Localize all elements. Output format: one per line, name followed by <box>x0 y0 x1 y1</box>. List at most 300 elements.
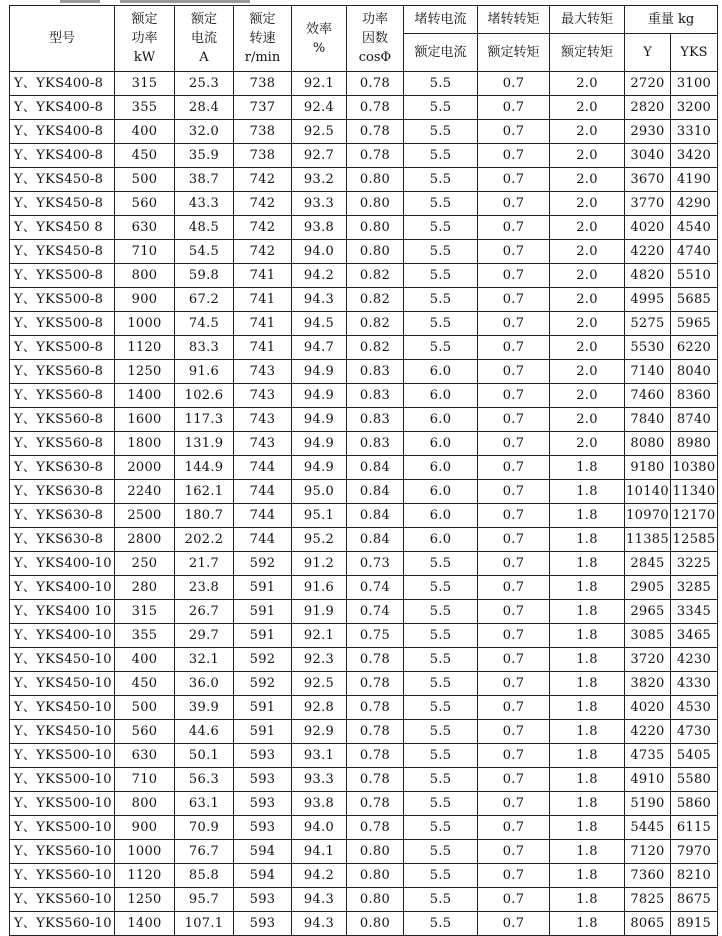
cell-power-factor: 0.82 <box>347 288 404 312</box>
cell-efficiency: 93.2 <box>292 168 347 192</box>
table-row <box>10 168 718 192</box>
header-power-factor: 功率 因数 cosΦ <box>347 6 404 72</box>
cell-power-factor: 0.75 <box>347 624 404 648</box>
cell-locked-torque-ratio: 0.7 <box>478 696 550 720</box>
cell-power-factor: 0.84 <box>347 528 404 552</box>
cell-rated-speed: 743 <box>234 408 292 432</box>
cell-locked-torque-ratio: 0.7 <box>478 624 550 648</box>
cell-locked-current-ratio: 6.0 <box>404 384 478 408</box>
cell-rated-current: 83.3 <box>175 336 234 360</box>
cell-model: Y、YKS450 8 <box>10 216 115 240</box>
cell-rated-current: 38.7 <box>175 168 234 192</box>
cell-model: Y、YKS560-8 <box>10 408 115 432</box>
cell-rated-speed: 743 <box>234 360 292 384</box>
cell-rated-power: 1120 <box>115 864 175 888</box>
cell-locked-current-ratio: 5.5 <box>404 816 478 840</box>
cell-locked-current-ratio: 5.5 <box>404 120 478 144</box>
cell-rated-speed: 741 <box>234 288 292 312</box>
cell-weight-yks: 4730 <box>671 720 718 744</box>
cell-max-torque-ratio: 2.0 <box>550 96 625 120</box>
cell-max-torque-ratio: 1.8 <box>550 744 625 768</box>
table-row <box>10 864 718 888</box>
cell-weight-yks: 4540 <box>671 216 718 240</box>
cell-rated-speed: 592 <box>234 648 292 672</box>
cell-weight-y: 10140 <box>625 480 671 504</box>
cell-rated-current: 117.3 <box>175 408 234 432</box>
cell-rated-power: 1400 <box>115 384 175 408</box>
cell-locked-current-ratio: 5.5 <box>404 744 478 768</box>
cell-locked-torque-ratio: 0.7 <box>478 360 550 384</box>
cell-model: Y、YKS450-10 <box>10 672 115 696</box>
cell-rated-power: 1800 <box>115 432 175 456</box>
cell-rated-speed: 738 <box>234 120 292 144</box>
cell-max-torque-ratio: 2.0 <box>550 288 625 312</box>
cell-locked-torque-ratio: 0.7 <box>478 480 550 504</box>
cell-locked-torque-ratio: 0.7 <box>478 240 550 264</box>
cell-efficiency: 94.2 <box>292 864 347 888</box>
cell-rated-power: 250 <box>115 552 175 576</box>
table-body <box>10 72 718 936</box>
table-row <box>10 96 718 120</box>
cell-locked-current-ratio: 5.5 <box>404 72 478 96</box>
cell-rated-power: 1120 <box>115 336 175 360</box>
cell-efficiency: 91.2 <box>292 552 347 576</box>
cell-weight-y: 2820 <box>625 96 671 120</box>
cell-rated-speed: 592 <box>234 672 292 696</box>
cell-rated-speed: 592 <box>234 552 292 576</box>
cell-locked-torque-ratio: 0.7 <box>478 768 550 792</box>
cell-weight-y: 5530 <box>625 336 671 360</box>
cell-model: Y、YKS450-10 <box>10 720 115 744</box>
cell-rated-power: 710 <box>115 768 175 792</box>
table-row <box>10 504 718 528</box>
cell-max-torque-ratio: 1.8 <box>550 792 625 816</box>
cell-rated-current: 48.5 <box>175 216 234 240</box>
table-row <box>10 840 718 864</box>
cell-model: Y、YKS400-10 <box>10 552 115 576</box>
cell-rated-power: 450 <box>115 144 175 168</box>
cell-rated-current: 74.5 <box>175 312 234 336</box>
cell-rated-power: 630 <box>115 744 175 768</box>
cell-weight-y: 4995 <box>625 288 671 312</box>
cell-locked-torque-ratio: 0.7 <box>478 120 550 144</box>
table-row <box>10 312 718 336</box>
cell-rated-current: 32.0 <box>175 120 234 144</box>
cell-weight-yks: 5405 <box>671 744 718 768</box>
cell-locked-torque-ratio: 0.7 <box>478 504 550 528</box>
cell-locked-current-ratio: 6.0 <box>404 432 478 456</box>
table-row <box>10 600 718 624</box>
cell-rated-power: 800 <box>115 264 175 288</box>
cell-rated-power: 355 <box>115 624 175 648</box>
cell-max-torque-ratio: 1.8 <box>550 768 625 792</box>
cell-locked-current-ratio: 5.5 <box>404 672 478 696</box>
table-row <box>10 432 718 456</box>
cell-max-torque-ratio: 1.8 <box>550 504 625 528</box>
cell-rated-current: 36.0 <box>175 672 234 696</box>
cell-model: Y、YKS630-8 <box>10 504 115 528</box>
cell-locked-torque-ratio: 0.7 <box>478 792 550 816</box>
cell-rated-power: 450 <box>115 672 175 696</box>
cell-power-factor: 0.80 <box>347 168 404 192</box>
cell-locked-torque-ratio: 0.7 <box>478 528 550 552</box>
cell-efficiency: 93.1 <box>292 744 347 768</box>
cell-rated-current: 21.7 <box>175 552 234 576</box>
cell-locked-current-ratio: 5.5 <box>404 96 478 120</box>
cell-rated-speed: 741 <box>234 264 292 288</box>
cell-power-factor: 0.78 <box>347 72 404 96</box>
table-row <box>10 912 718 936</box>
cell-rated-power: 355 <box>115 96 175 120</box>
header-rated-current-ratio: 额定电流 <box>404 34 478 72</box>
cell-weight-y: 7360 <box>625 864 671 888</box>
cell-locked-torque-ratio: 0.7 <box>478 816 550 840</box>
cell-locked-current-ratio: 5.5 <box>404 552 478 576</box>
cell-locked-torque-ratio: 0.7 <box>478 672 550 696</box>
cell-locked-torque-ratio: 0.7 <box>478 600 550 624</box>
cell-weight-y: 4820 <box>625 264 671 288</box>
cell-locked-torque-ratio: 0.7 <box>478 216 550 240</box>
cell-locked-torque-ratio: 0.7 <box>478 648 550 672</box>
cell-efficiency: 94.7 <box>292 336 347 360</box>
cell-efficiency: 92.5 <box>292 120 347 144</box>
cropped-text-fragment <box>60 0 100 3</box>
cell-locked-current-ratio: 5.5 <box>404 840 478 864</box>
cell-model: Y、YKS400 10 <box>10 600 115 624</box>
cell-weight-y: 3670 <box>625 168 671 192</box>
cell-efficiency: 94.3 <box>292 888 347 912</box>
cell-max-torque-ratio: 2.0 <box>550 216 625 240</box>
cell-weight-y: 5190 <box>625 792 671 816</box>
cell-weight-yks: 4230 <box>671 648 718 672</box>
cell-weight-y: 3720 <box>625 648 671 672</box>
cell-max-torque-ratio: 1.8 <box>550 552 625 576</box>
cell-rated-speed: 743 <box>234 432 292 456</box>
cell-locked-torque-ratio: 0.7 <box>478 168 550 192</box>
header-rated-speed: 额定 转速 r/min <box>234 6 292 72</box>
cell-rated-speed: 594 <box>234 840 292 864</box>
cell-power-factor: 0.78 <box>347 648 404 672</box>
cell-efficiency: 94.5 <box>292 312 347 336</box>
cell-model: Y、YKS560-10 <box>10 888 115 912</box>
cell-locked-current-ratio: 5.5 <box>404 696 478 720</box>
cell-max-torque-ratio: 2.0 <box>550 192 625 216</box>
cell-efficiency: 94.3 <box>292 912 347 936</box>
cell-rated-power: 500 <box>115 696 175 720</box>
cell-power-factor: 0.83 <box>347 408 404 432</box>
cell-power-factor: 0.84 <box>347 504 404 528</box>
cell-efficiency: 92.5 <box>292 672 347 696</box>
table-row <box>10 120 718 144</box>
cell-rated-speed: 738 <box>234 72 292 96</box>
cell-locked-current-ratio: 5.5 <box>404 288 478 312</box>
header-weight-yks: YKS <box>671 34 718 72</box>
table-row <box>10 576 718 600</box>
cell-rated-power: 1250 <box>115 888 175 912</box>
cell-power-factor: 0.83 <box>347 432 404 456</box>
cell-weight-yks: 3310 <box>671 120 718 144</box>
cell-locked-current-ratio: 6.0 <box>404 456 478 480</box>
cell-locked-torque-ratio: 0.7 <box>478 336 550 360</box>
cell-weight-y: 5275 <box>625 312 671 336</box>
cell-power-factor: 0.83 <box>347 384 404 408</box>
cell-rated-current: 54.5 <box>175 240 234 264</box>
cell-rated-current: 162.1 <box>175 480 234 504</box>
cell-efficiency: 92.9 <box>292 720 347 744</box>
cell-weight-y: 2720 <box>625 72 671 96</box>
header-rated-torque-ratio-max: 额定转矩 <box>550 34 625 72</box>
table-row <box>10 360 718 384</box>
header-model: 型号 <box>10 6 115 72</box>
cell-rated-speed: 591 <box>234 600 292 624</box>
cell-power-factor: 0.78 <box>347 768 404 792</box>
cell-weight-y: 4220 <box>625 240 671 264</box>
cropped-text-fragment <box>120 0 250 3</box>
cell-weight-yks: 12585 <box>671 528 718 552</box>
cell-rated-current: 91.6 <box>175 360 234 384</box>
table-row <box>10 336 718 360</box>
cell-model: Y、YKS500-10 <box>10 792 115 816</box>
cell-weight-y: 3040 <box>625 144 671 168</box>
cell-locked-torque-ratio: 0.7 <box>478 864 550 888</box>
cell-model: Y、YKS500-8 <box>10 312 115 336</box>
cell-max-torque-ratio: 2.0 <box>550 312 625 336</box>
cell-weight-y: 7140 <box>625 360 671 384</box>
cell-max-torque-ratio: 2.0 <box>550 72 625 96</box>
cell-rated-power: 1600 <box>115 408 175 432</box>
cell-efficiency: 93.3 <box>292 192 347 216</box>
cell-rated-current: 59.8 <box>175 264 234 288</box>
cell-locked-current-ratio: 5.5 <box>404 624 478 648</box>
cell-rated-power: 2500 <box>115 504 175 528</box>
cell-power-factor: 0.80 <box>347 240 404 264</box>
cell-max-torque-ratio: 1.8 <box>550 600 625 624</box>
cell-rated-power: 710 <box>115 240 175 264</box>
cell-efficiency: 92.1 <box>292 624 347 648</box>
cell-power-factor: 0.82 <box>347 312 404 336</box>
cell-efficiency: 92.4 <box>292 96 347 120</box>
cell-model: Y、YKS500-8 <box>10 336 115 360</box>
cell-weight-y: 7840 <box>625 408 671 432</box>
cell-rated-speed: 737 <box>234 96 292 120</box>
cell-locked-torque-ratio: 0.7 <box>478 384 550 408</box>
table-row <box>10 696 718 720</box>
cell-rated-current: 26.7 <box>175 600 234 624</box>
cell-rated-current: 28.4 <box>175 96 234 120</box>
table-row <box>10 744 718 768</box>
cell-weight-yks: 5580 <box>671 768 718 792</box>
cell-max-torque-ratio: 1.8 <box>550 888 625 912</box>
cell-rated-speed: 593 <box>234 888 292 912</box>
cell-rated-power: 1400 <box>115 912 175 936</box>
cell-rated-speed: 591 <box>234 576 292 600</box>
cell-power-factor: 0.78 <box>347 696 404 720</box>
cell-rated-speed: 741 <box>234 312 292 336</box>
cell-max-torque-ratio: 1.8 <box>550 864 625 888</box>
cell-max-torque-ratio: 2.0 <box>550 360 625 384</box>
cell-max-torque-ratio: 1.8 <box>550 696 625 720</box>
cell-efficiency: 92.8 <box>292 696 347 720</box>
cell-weight-y: 2845 <box>625 552 671 576</box>
cell-locked-torque-ratio: 0.7 <box>478 840 550 864</box>
cell-rated-power: 500 <box>115 168 175 192</box>
table-row <box>10 816 718 840</box>
cell-power-factor: 0.78 <box>347 816 404 840</box>
cell-rated-power: 280 <box>115 576 175 600</box>
cell-max-torque-ratio: 1.8 <box>550 528 625 552</box>
table-row <box>10 792 718 816</box>
cell-power-factor: 0.78 <box>347 720 404 744</box>
cell-rated-power: 400 <box>115 648 175 672</box>
cell-rated-speed: 594 <box>234 864 292 888</box>
cell-power-factor: 0.74 <box>347 600 404 624</box>
cell-efficiency: 94.9 <box>292 456 347 480</box>
cell-power-factor: 0.83 <box>347 360 404 384</box>
cell-rated-speed: 743 <box>234 384 292 408</box>
cell-locked-torque-ratio: 0.7 <box>478 720 550 744</box>
cell-rated-speed: 742 <box>234 192 292 216</box>
cell-weight-yks: 4530 <box>671 696 718 720</box>
cell-weight-y: 7460 <box>625 384 671 408</box>
header-rated-torque-ratio: 额定转矩 <box>478 34 550 72</box>
cell-power-factor: 0.78 <box>347 792 404 816</box>
motor-spec-table <box>9 5 718 936</box>
cell-power-factor: 0.78 <box>347 672 404 696</box>
table-row <box>10 480 718 504</box>
cell-locked-current-ratio: 5.5 <box>404 792 478 816</box>
cell-weight-y: 4910 <box>625 768 671 792</box>
cell-max-torque-ratio: 1.8 <box>550 912 625 936</box>
cell-efficiency: 95.2 <box>292 528 347 552</box>
cell-model: Y、YKS450-8 <box>10 192 115 216</box>
cell-max-torque-ratio: 2.0 <box>550 432 625 456</box>
cell-weight-yks: 8360 <box>671 384 718 408</box>
cell-rated-speed: 738 <box>234 144 292 168</box>
cell-rated-speed: 744 <box>234 456 292 480</box>
header-weight: 重量 kg <box>625 6 718 34</box>
cell-rated-power: 560 <box>115 192 175 216</box>
cell-efficiency: 92.3 <box>292 648 347 672</box>
cell-rated-current: 202.2 <box>175 528 234 552</box>
cell-weight-y: 9180 <box>625 456 671 480</box>
cell-weight-y: 4735 <box>625 744 671 768</box>
cell-weight-yks: 8980 <box>671 432 718 456</box>
cell-power-factor: 0.84 <box>347 456 404 480</box>
cell-max-torque-ratio: 1.8 <box>550 456 625 480</box>
cell-locked-torque-ratio: 0.7 <box>478 432 550 456</box>
cell-rated-current: 50.1 <box>175 744 234 768</box>
cell-rated-power: 630 <box>115 216 175 240</box>
cell-model: Y、YKS450-8 <box>10 240 115 264</box>
cell-model: Y、YKS500-8 <box>10 288 115 312</box>
cell-efficiency: 94.9 <box>292 432 347 456</box>
cell-weight-yks: 7970 <box>671 840 718 864</box>
cell-model: Y、YKS500-10 <box>10 816 115 840</box>
cell-rated-current: 180.7 <box>175 504 234 528</box>
cell-weight-yks: 8040 <box>671 360 718 384</box>
cell-max-torque-ratio: 2.0 <box>550 264 625 288</box>
cell-weight-yks: 6220 <box>671 336 718 360</box>
cell-weight-yks: 8210 <box>671 864 718 888</box>
cell-weight-yks: 5510 <box>671 264 718 288</box>
cell-rated-speed: 744 <box>234 480 292 504</box>
cell-power-factor: 0.84 <box>347 480 404 504</box>
header-efficiency: 效率 % <box>292 6 347 72</box>
cell-rated-speed: 591 <box>234 624 292 648</box>
cell-locked-current-ratio: 6.0 <box>404 528 478 552</box>
cell-power-factor: 0.82 <box>347 264 404 288</box>
cell-rated-speed: 742 <box>234 216 292 240</box>
cell-weight-yks: 4740 <box>671 240 718 264</box>
cell-max-torque-ratio: 1.8 <box>550 720 625 744</box>
cell-locked-current-ratio: 6.0 <box>404 480 478 504</box>
cell-weight-yks: 8915 <box>671 912 718 936</box>
cell-weight-yks: 3420 <box>671 144 718 168</box>
cell-rated-power: 1000 <box>115 312 175 336</box>
cell-rated-power: 900 <box>115 816 175 840</box>
cell-weight-yks: 3225 <box>671 552 718 576</box>
table-row <box>10 456 718 480</box>
cell-rated-speed: 593 <box>234 816 292 840</box>
cell-model: Y、YKS560-8 <box>10 360 115 384</box>
cell-locked-torque-ratio: 0.7 <box>478 408 550 432</box>
cell-weight-y: 2905 <box>625 576 671 600</box>
cell-max-torque-ratio: 1.8 <box>550 672 625 696</box>
cell-model: Y、YKS450-10 <box>10 648 115 672</box>
cell-locked-torque-ratio: 0.7 <box>478 96 550 120</box>
table-row <box>10 768 718 792</box>
cell-rated-current: 144.9 <box>175 456 234 480</box>
cell-rated-current: 85.8 <box>175 864 234 888</box>
cell-power-factor: 0.80 <box>347 840 404 864</box>
cell-weight-yks: 3345 <box>671 600 718 624</box>
cell-model: Y、YKS560-10 <box>10 840 115 864</box>
cell-model: Y、YKS500-8 <box>10 264 115 288</box>
cell-model: Y、YKS400-8 <box>10 96 115 120</box>
cell-efficiency: 93.3 <box>292 768 347 792</box>
cell-weight-y: 3770 <box>625 192 671 216</box>
cell-rated-current: 102.6 <box>175 384 234 408</box>
cell-efficiency: 95.0 <box>292 480 347 504</box>
cell-locked-torque-ratio: 0.7 <box>478 72 550 96</box>
cell-weight-yks: 6115 <box>671 816 718 840</box>
cell-locked-current-ratio: 5.5 <box>404 864 478 888</box>
cell-efficiency: 94.2 <box>292 264 347 288</box>
cell-weight-y: 7825 <box>625 888 671 912</box>
cell-model: Y、YKS560-10 <box>10 864 115 888</box>
cell-weight-yks: 8675 <box>671 888 718 912</box>
cell-rated-current: 70.9 <box>175 816 234 840</box>
cell-weight-yks: 5965 <box>671 312 718 336</box>
cell-weight-y: 4020 <box>625 216 671 240</box>
cell-locked-current-ratio: 5.5 <box>404 312 478 336</box>
cell-weight-yks: 3285 <box>671 576 718 600</box>
cell-locked-current-ratio: 6.0 <box>404 360 478 384</box>
cell-power-factor: 0.80 <box>347 912 404 936</box>
table-row <box>10 888 718 912</box>
cell-rated-speed: 593 <box>234 744 292 768</box>
cell-model: Y、YKS400-10 <box>10 576 115 600</box>
cell-model: Y、YKS560-8 <box>10 384 115 408</box>
cell-efficiency: 94.9 <box>292 360 347 384</box>
cell-power-factor: 0.80 <box>347 192 404 216</box>
cell-max-torque-ratio: 1.8 <box>550 648 625 672</box>
cell-rated-power: 1000 <box>115 840 175 864</box>
cell-weight-yks: 10380 <box>671 456 718 480</box>
cell-model: Y、YKS450-8 <box>10 168 115 192</box>
cell-weight-y: 10970 <box>625 504 671 528</box>
cell-locked-torque-ratio: 0.7 <box>478 192 550 216</box>
